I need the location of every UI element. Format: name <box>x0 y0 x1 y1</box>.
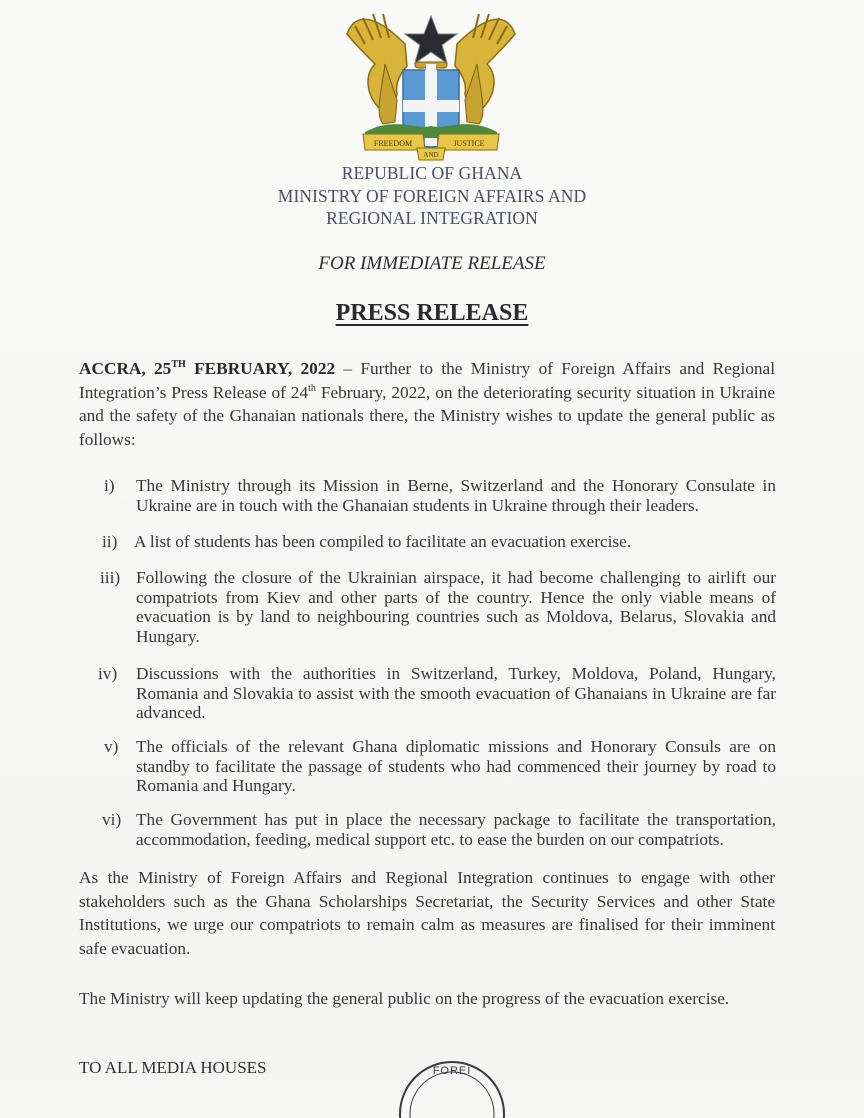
list-item <box>98 664 776 723</box>
motto-center: AND <box>423 151 439 159</box>
motto-right: JUSTICE <box>453 139 485 148</box>
list-item-text: Following the closure of the Ukrainian airspace, it had become challenging to airlift our compatriots from Kiev and other parts of the country. Hence the only viable means of evacuation is by land to neighbouring countries such as Moldova, Belarus, Slovakia and Hungary. <box>136 568 776 646</box>
dateline-suffix: FEBRUARY, 2022 <box>185 359 336 378</box>
list-item-text: A list of students has been compiled to facilitate an evacuation exercise. <box>134 532 632 551</box>
release-type: FOR IMMEDIATE RELEASE <box>318 253 546 274</box>
list-item <box>104 737 776 796</box>
right-eagle-icon <box>455 14 515 124</box>
list-item-number: i) <box>104 476 115 495</box>
left-eagle-icon <box>347 14 407 124</box>
list-item-text: Discussions with the authorities in Switzerland, Turkey, Moldova, Poland, Hungary, Romania and Slovakia to assist with the smooth evacuation of Ghanaians in Ukraine are far advanced. <box>136 664 776 722</box>
header-ministry: MINISTRY OF FOREIGN AFFAIRS AND <box>277 186 587 206</box>
list-item <box>100 568 776 646</box>
addressee: TO ALL MEDIA HOUSES <box>79 1058 267 1077</box>
dateline-prefix: ACCRA, 25 <box>79 359 172 378</box>
list-item <box>102 810 776 849</box>
ghana-coat-of-arms-icon <box>335 4 527 164</box>
intro-paragraph <box>79 357 775 451</box>
list-item-number: iii) <box>100 568 121 587</box>
official-stamp-icon <box>396 1058 508 1118</box>
stamp-text: FOREI <box>432 1065 472 1077</box>
list-item-text: The officials of the relevant Ghana diplomatic missions and Honorary Consuls are on standby to facilitate the passage of students who had commenced their journey by road to Romania and Hungary. <box>136 737 776 795</box>
document-title-text: PRESS RELEASE <box>335 300 529 326</box>
list-item-number: iv) <box>98 664 118 683</box>
closing-paragraph: As the Ministry of Foreign Affairs and Regional Integration continues to engage with other stakeholders such as the Ghana Scholarships Secretariat, the Security Services and other State Institutions, we urge our compatriots to remain calm as measures are finalised for their imminent safe evacuation. <box>79 868 775 958</box>
list-item <box>102 532 774 552</box>
list-item-number: ii) <box>102 532 118 551</box>
dateline <box>79 359 335 378</box>
dateline-sup: TH <box>171 359 186 371</box>
list-item-text: The Ministry through its Mission in Berne, Switzerland and the Honorary Consulate in Ukraine are in touch with the Ghanaian students in Ukraine through their leaders. <box>136 476 776 515</box>
list-item-number: v) <box>104 737 119 756</box>
motto-left: FREEDOM <box>373 139 413 148</box>
list-item-text: The Government has put in place the necessary package to facilitate the transportation, accommodation, feeding, medical support etc. to ease the burden on our compatriots. <box>136 810 776 849</box>
list-item <box>104 476 776 515</box>
intro-text-sup: th <box>308 382 316 394</box>
list-item-number: vi) <box>102 810 122 829</box>
header-ministry-cont: REGIONAL INTEGRATION <box>326 208 538 228</box>
black-star-icon <box>405 16 457 63</box>
header-country: REPUBLIC OF GHANA <box>341 163 523 183</box>
intro-text-b: February, 2022, on the deteriorating security situation in Ukraine and the safety of the Ghanaian nationals there, the Ministry wishes to update the general public as follows: <box>79 382 775 449</box>
document-title <box>0 300 864 327</box>
final-paragraph: The Ministry will keep updating the general public on the progress of the evacuation exercise. <box>79 989 730 1008</box>
intro-text-a: – Further to the Ministry of Foreign Affairs and Regional Integration’s Press Release of 24 <box>79 359 775 402</box>
